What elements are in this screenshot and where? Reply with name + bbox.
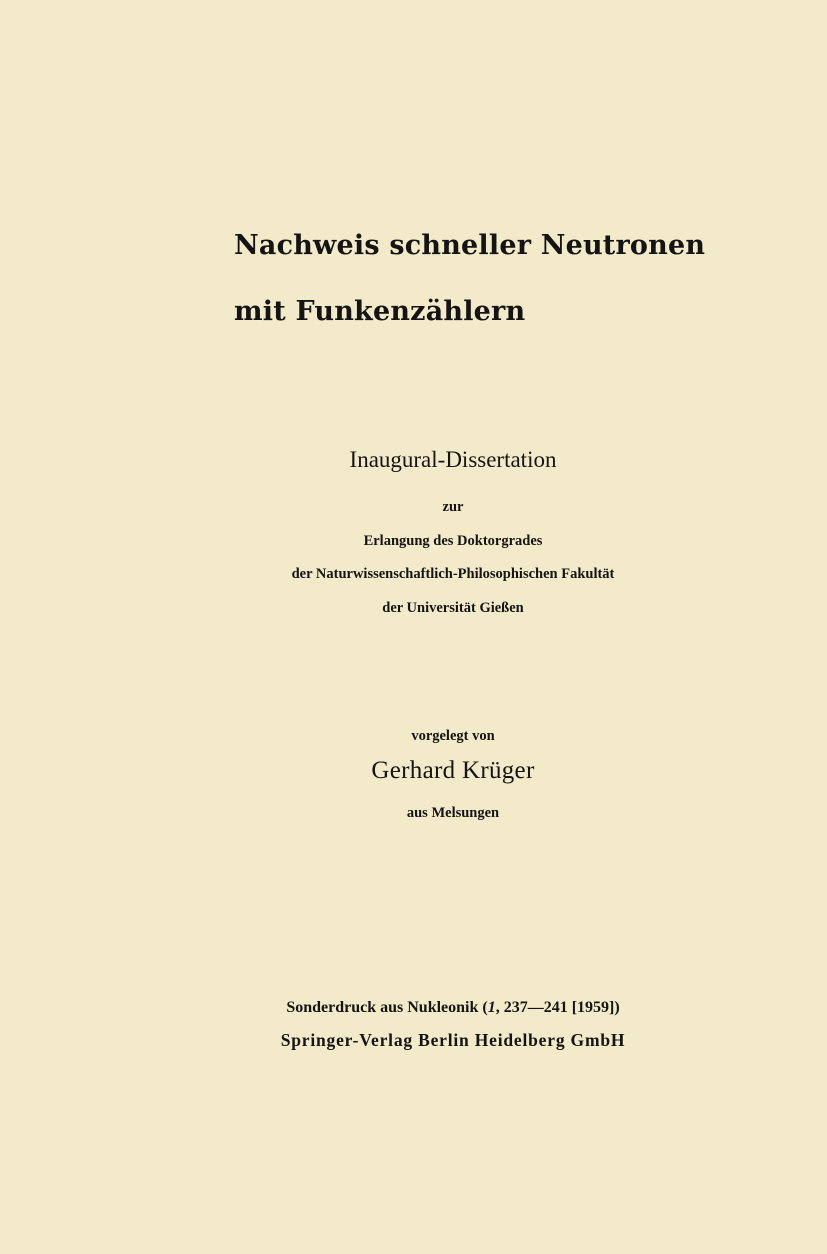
- dissertation-purpose: Erlangung des Doktorgrades: [363, 533, 543, 549]
- presented-by: vorgelegt von: [411, 728, 495, 744]
- dissertation-type: Inaugural-Dissertation: [349, 447, 557, 472]
- reprint-line: [253, 999, 653, 1017]
- title-line-1: Nachweis schneller Neutronen: [234, 230, 706, 261]
- reprint-prefix: Sonderdruck aus Nukleonik (: [286, 999, 488, 1016]
- author-origin: aus Melsungen: [406, 805, 500, 821]
- dissertation-zur: zur: [442, 499, 464, 515]
- dissertation-university: der Universität Gießen: [382, 600, 524, 616]
- author-name: Gerhard Krüger: [371, 757, 535, 784]
- reprint-suffix: , 237—241 [1959]): [495, 999, 620, 1016]
- title-line-2: mit Funkenzählern: [234, 296, 526, 327]
- dissertation-faculty: der Naturwissenschaftlich-Philosophischen Fakultät: [291, 566, 615, 582]
- reprint-volume: 1: [487, 999, 496, 1016]
- publisher: Springer-Verlag Berlin Heidelberg GmbH: [280, 1030, 626, 1050]
